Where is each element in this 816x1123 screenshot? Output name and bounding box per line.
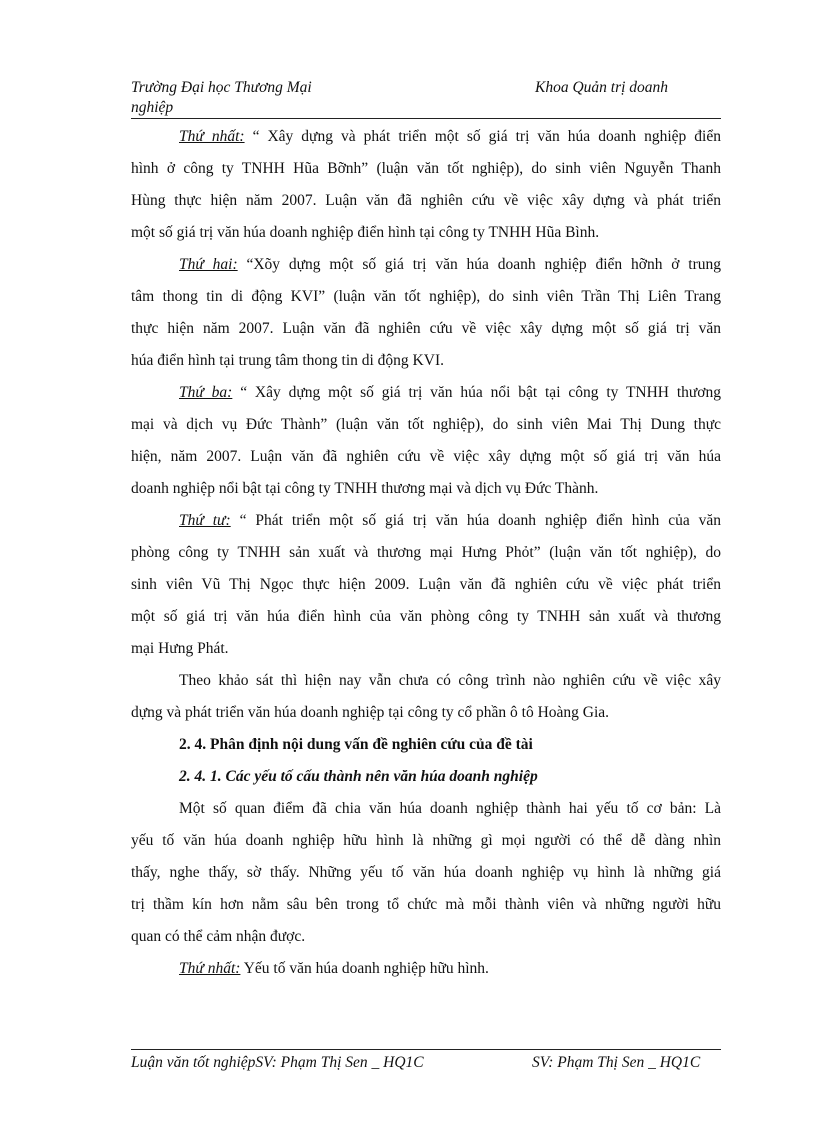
subsection-heading: 2. 4. 1. Các yếu tố cấu thành nên văn húa doanh nghiệp (179, 768, 538, 785)
lead-thu-ba: Thứ ba: (179, 384, 233, 401)
paragraph-1-line-1: Thứ nhất: “ Xây dựng và phát triển một số giá trị văn húa doanh nghiệp điển (179, 128, 721, 145)
header-school: Trường Đại học Thương Mại (131, 79, 312, 96)
document-body (131, 121, 721, 985)
paragraph-1-line-3: Hùng thực hiện năm 2007. Luận văn đã nghiên cứu về việc xây dựng và phát triển (131, 192, 721, 209)
lead-thu-nhat: Thứ nhất: (179, 128, 245, 145)
paragraph-2-line-1: Thứ hai: “Xõy dựng một số giá trị văn húa doanh nghiệp điển hỡnh ở trung (179, 256, 722, 273)
paragraph-6-line-4: trị thầm kín hơn nằm sâu bên trong tổ chức mà mỗi thành viên và những người hữu (131, 896, 721, 913)
paragraph-6-line-3: thấy, nghe thấy, sờ thấy. Những yếu tố văn húa doanh nghiệp vụ hình là những giá (131, 864, 721, 881)
paragraph-6-line-1: Một số quan điểm đã chia văn húa doanh nghiệp thành hai yếu tố cơ bản: Là (179, 800, 721, 817)
paragraph-3-line-2: mại và dịch vụ Đức Thành” (luận văn tốt nghiệp), do sinh viên Mai Thị Dung thực (131, 416, 721, 433)
paragraph-3-line-3: hiện, năm 2007. Luận văn đã nghiên cứu về việc xây dựng một số giá trị văn húa (131, 448, 721, 465)
paragraph-6-line-2: yếu tố văn húa doanh nghiệp hữu hình là những gì mọi người có thể dễ dàng nhìn (131, 832, 721, 849)
paragraph-2-line-2: tâm thong tin di động KVI” (luận văn tốt nghiệp), do sinh viên Trần Thị Liên Trang (131, 288, 721, 305)
paragraph-3-line-4: doanh nghiệp nổi bật tại công ty TNHH thương mại và dịch vụ Đức Thành. (131, 480, 599, 497)
paragraph-6-line-5: quan có thể cảm nhận được. (131, 928, 306, 945)
footer-left: Luận văn tốt nghiệpSV: Phạm Thị Sen _ HQ1C (131, 1054, 424, 1071)
paragraph-1-line-2: hình ở công ty TNHH Hũa Bỡnh” (luận văn tốt nghiệp), do sinh viên Nguyễn Thanh (131, 160, 721, 177)
paragraph-1-line-4: một số giá trị văn húa doanh nghiệp điển hình tại công ty TNHH Hũa Bình. (131, 224, 600, 241)
paragraph-4-line-4: một số giá trị văn húa điển hình của văn phòng công ty TNHH sản xuất và thương (131, 608, 721, 625)
paragraph-5-line-2: dựng và phát triển văn húa doanh nghiệp tại công ty cổ phần ô tô Hoàng Gia. (131, 704, 610, 721)
paragraph-3-line-1: Thứ ba: “ Xây dựng một số giá trị văn húa nổi bật tại công ty TNHH thương (179, 384, 722, 401)
paragraph-7-line-1: Thứ nhất: Yếu tố văn húa doanh nghiệp hữu hình. (179, 960, 489, 977)
paragraph-4-line-5: mại Hưng Phát. (131, 640, 229, 657)
paragraph-2-line-3: thực hiện năm 2007. Luận văn đã nghiên cứu về việc xây dựng một số giá trị văn (131, 320, 721, 337)
header-faculty: Khoa Quản trị doanh (535, 79, 669, 96)
paragraph-4-line-1: Thứ tư: “ Phát triển một số giá trị văn húa doanh nghiệp điển hình của văn (179, 512, 722, 529)
lead-thu-hai: Thứ hai: (179, 256, 238, 273)
lead-thu-nhat-2: Thứ nhất: (179, 960, 241, 977)
paragraph-5-line-1: Theo khảo sát thì hiện nay vẫn chưa có công trình nào nghiên cứu về việc xây (179, 672, 721, 689)
header-rule (131, 118, 721, 119)
lead-thu-tu: Thứ tư: (179, 512, 231, 529)
paragraph-2-line-4: húa điển hình tại trung tâm thong tin di động KVI. (131, 352, 444, 369)
footer-right: SV: Phạm Thị Sen _ HQ1C (532, 1054, 701, 1071)
paragraph-4-line-3: sinh viên Vũ Thị Ngọc thực hiện 2009. Luận văn đã nghiên cứu về việc phát triển (131, 576, 721, 593)
footer-rule (131, 1049, 721, 1050)
section-heading: 2. 4. Phân định nội dung vấn đề nghiên cứu của đề tài (179, 736, 533, 753)
header-faculty-continuation: nghiệp (131, 99, 174, 116)
paragraph-4-line-2: phòng công ty TNHH sản xuất và thương mại Hưng Phỏt” (luận văn tốt nghiệp), do (131, 544, 721, 561)
